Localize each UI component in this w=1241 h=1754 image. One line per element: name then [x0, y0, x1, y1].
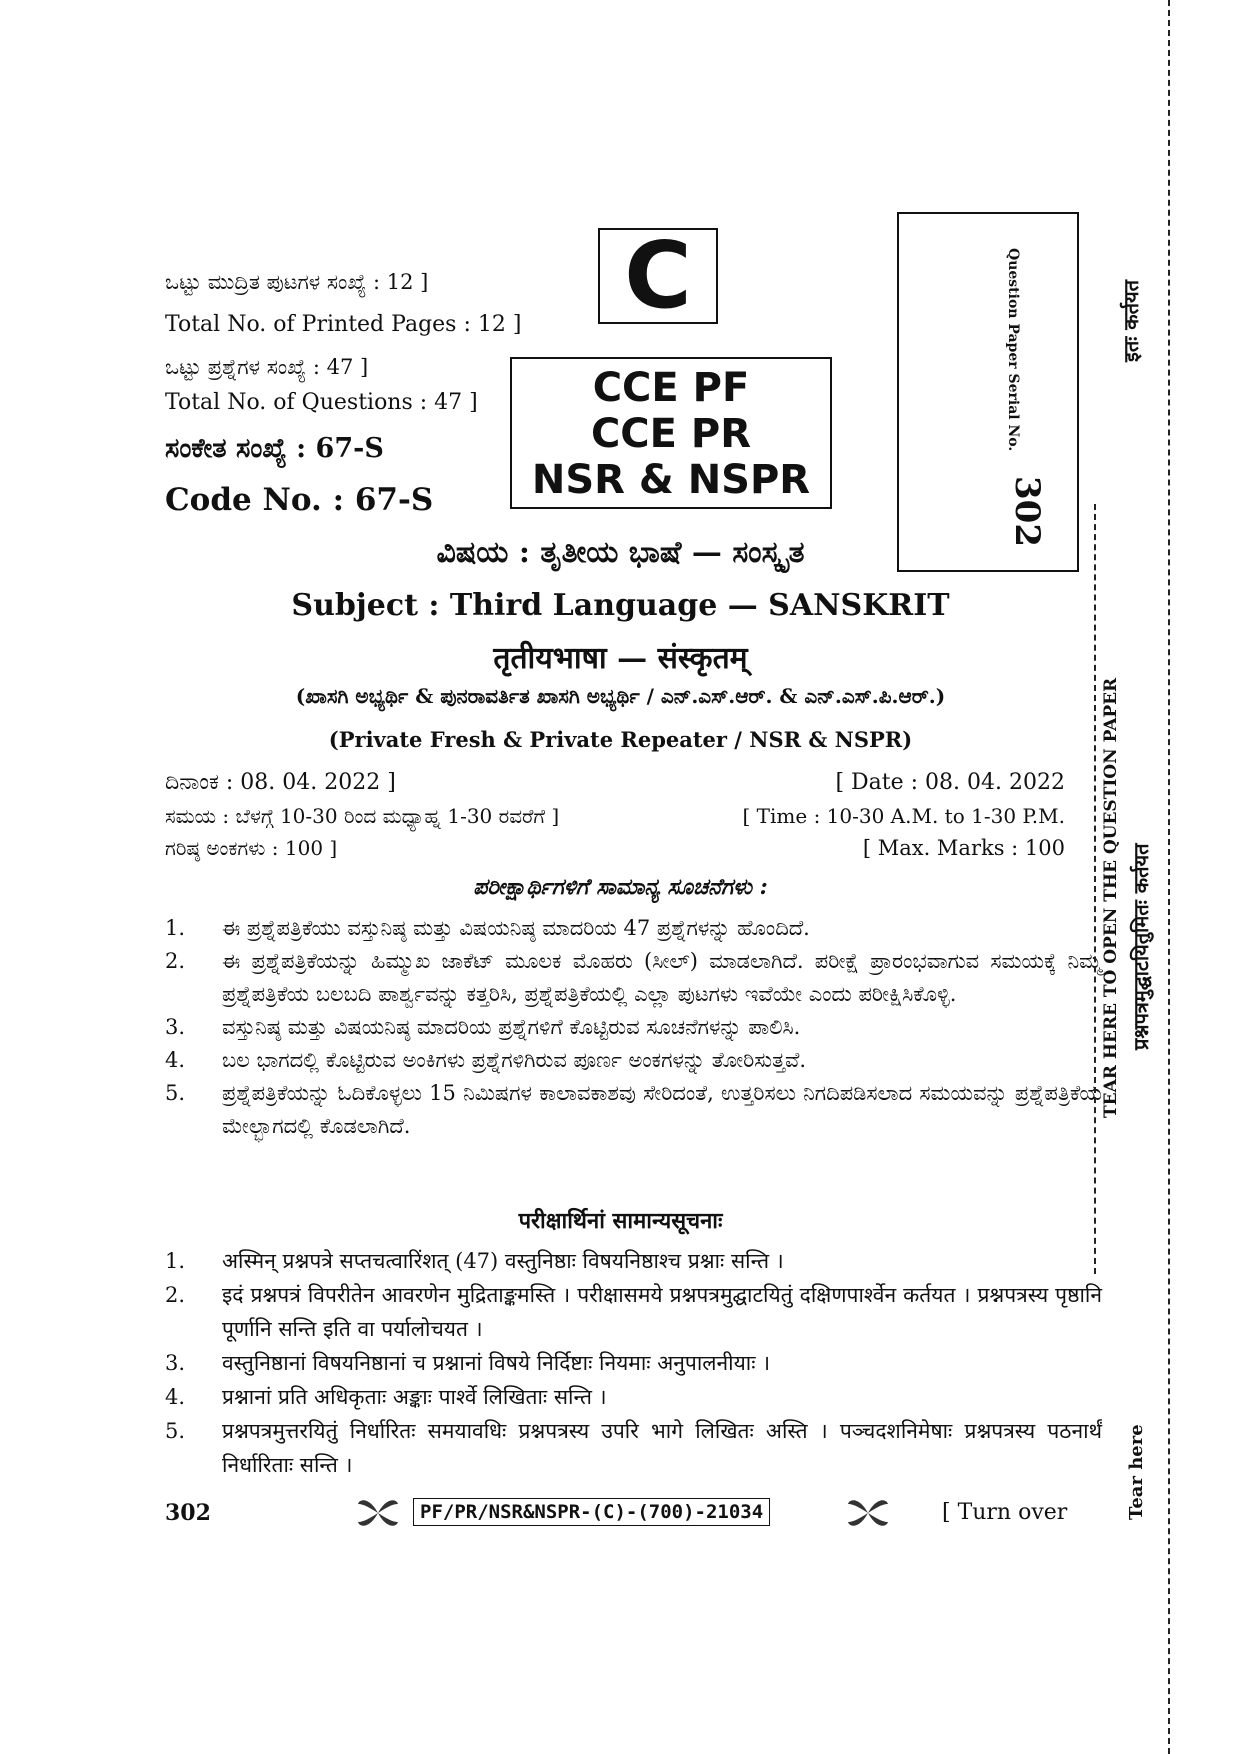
- tear-line-inner: [1094, 504, 1096, 1274]
- kannada-total-questions: ಒಟ್ಟು ಪ್ರಶ್ನೆಗಳ ಸಂಖ್ಯೆ : 47 ]: [165, 355, 369, 379]
- item-text: प्रश्नपत्रमुत्तरयितुं निर्धारितः समयावधिः प्रश्नपत्रस्य उपरि भागे लिखितः अस्ति । पञ्चदशनिमेषाः प्रश्नपत्रस्य पठनार्थं निर्धारिताः सन्ति ।: [222, 1419, 1102, 1477]
- list-item: [165, 1077, 1102, 1143]
- exam-time: [ Time : 10-30 A.M. to 1-30 P.M.: [742, 804, 1065, 828]
- max-marks: [ Max. Marks : 100: [862, 836, 1065, 860]
- item-number: 1.: [165, 1249, 186, 1273]
- item-text: ಬಲ ಭಾಗದಲ್ಲಿ ಕೊಟ್ಟಿರುವ ಅಂಕಿಗಳು ಪ್ರಶ್ನೆಗಳಿಗಿರುವ ಪೂರ್ಣ ಅಂಕಗಳನ್ನು ತೋರಿಸುತ್ತವೆ.: [222, 1048, 807, 1072]
- ornament-left-icon: [356, 1494, 400, 1532]
- code-number: Code No. : 67-S: [165, 482, 434, 518]
- version-letter-box: [598, 222, 718, 329]
- kannada-instructions-list: [165, 912, 1102, 1143]
- item-text: ಈ ಪ್ರಶ್ನೆಪತ್ರಿಕೆಯು ವಸ್ತುನಿಷ್ಠ ಮತ್ತು ವಿಷಯನಿಷ್ಠ ಮಾದರಿಯ 47 ಪ್ರಶ್ನೆಗಳನ್ನು ಹೊಂದಿದೆ.: [222, 916, 810, 940]
- item-text: ವಸ್ತುನಿಷ್ಠ ಮತ್ತು ವಿಷಯನಿಷ್ಠ ಮಾದರಿಯ ಪ್ರಶ್ನೆಗಳಿಗೆ ಕೊಟ್ಟಿರುವ ಸೂಚನೆಗಳನ್ನು ಪಾಲಿಸಿ.: [222, 1015, 801, 1039]
- item-text: ಈ ಪ್ರಶ್ನೆಪತ್ರಿಕೆಯನ್ನು ಹಿಮ್ಮುಖ ಜಾಕೆಟ್ ಮೂಲಕ ಮೊಹರು (ಸೀಲ್) ಮಾಡಲಾಗಿದೆ. ಪರೀಕ್ಷೆ ಪ್ರಾರಂಭವಾಗುವ ಸಮಯಕ್ಕೆ ನಿಮ್ಮ ಪ್ರಶ್ನೆಪತ್ರಿಕೆಯ ಬಲಬದಿ ಪಾರ್ಶ್ವವನ್ನು ಕತ್ತರಿಸಿ, ಪ್ರಶ್ನೆಪತ್ರಿಕೆಯಲ್ಲಿ ಎಲ್ಲಾ ಪುಟಗಳು ಇವೆಯೇ ಎಂದು ಪರೀಕ್ಷಿಸಿಕೊಳ್ಳಿ.: [222, 949, 1102, 1006]
- item-number: 4.: [165, 1048, 186, 1072]
- list-item: [165, 1044, 1102, 1077]
- item-number: 5.: [165, 1419, 186, 1443]
- tear-here-sanskrit: प्रश्नपत्रमुद्घाटयितुमितः कर्तयत: [1129, 843, 1153, 1050]
- kannada-instructions-heading: ಪರೀಕ್ಷಾರ್ಥಿಗಳಿಗೆ ಸಾಮಾನ್ಯ ಸೂಚನೆಗಳು :: [473, 874, 768, 900]
- kannada-max-marks: ಗರಿಷ್ಠ ಅಂಕಗಳು : 100 ]: [165, 836, 338, 860]
- list-item: [165, 1244, 1102, 1278]
- exam-date: [ Date : 08. 04. 2022: [835, 770, 1065, 795]
- list-item: [165, 1278, 1102, 1346]
- serial-number-box: [897, 212, 1079, 572]
- exam-type-box: [510, 357, 832, 509]
- kannada-code-number: ಸಂಕೇತ ಸಂಖ್ಯೆ : 67-S: [165, 433, 384, 464]
- item-text: ಪ್ರಶ್ನೆಪತ್ರಿಕೆಯನ್ನು ಓದಿಕೊಳ್ಳಲು 15 ನಿಮಿಷಗಳ ಕಾಲಾವಕಾಶವು ಸೇರಿದಂತೆ, ಉತ್ತರಿಸಲು ನಿಗದಿಪಡಿಸಲಾದ ಸಮಯವನ್ನು ಪ್ರಶ್ನೆಪತ್ರಿಕೆಯ ಮೇಲ್ಭಾಗದಲ್ಲಿ ಕೊಡಲಾಗಿದೆ.: [222, 1081, 1102, 1138]
- list-item: [165, 1346, 1102, 1380]
- subject-english: Subject : Third Language — SANSKRIT: [291, 588, 950, 623]
- kannada-date: ದಿನಾಂಕ : 08. 04. 2022 ]: [165, 770, 396, 795]
- kannada-time: ಸಮಯ : ಬೆಳಗ್ಗೆ 10-30 ರಿಂದ ಮಧ್ಯಾಹ್ನ 1-30 ರವರೆಗೆ ]: [165, 804, 560, 828]
- item-text: वस्तुनिष्ठानां विषयनिष्ठानां च प्रश्नानां विषये निर्दिष्टाः नियमाः अनुपालनीयाः ।: [222, 1351, 771, 1375]
- exam-type-line: CCE PF: [592, 365, 750, 411]
- serial-number-label: Question Paper Serial No.: [1005, 248, 1021, 452]
- exam-type-line: CCE PR: [590, 411, 752, 457]
- serial-number: 302: [1007, 476, 1047, 547]
- list-item: [165, 1011, 1102, 1044]
- item-number: 2.: [165, 1283, 186, 1307]
- version-letter: C: [624, 222, 692, 329]
- candidate-category-english: (Private Fresh & Private Repeater / NSR & NSPR): [328, 727, 913, 752]
- list-item: [165, 945, 1102, 1011]
- ornament-right-icon: [846, 1494, 890, 1532]
- sanskrit-instructions-heading: परीक्षार्थिनां सामान्यसूचनाः: [518, 1208, 723, 1234]
- list-item: [165, 1380, 1102, 1414]
- list-item: [165, 1414, 1102, 1482]
- tear-here-english-bottom: Tear here: [1126, 1424, 1147, 1520]
- item-number: 1.: [165, 916, 186, 940]
- turn-over: [ Turn over: [942, 1500, 1068, 1525]
- exam-type-line: NSR & NSPR: [531, 457, 811, 503]
- tear-here-english: TEAR HERE TO OPEN THE QUESTION PAPER: [1101, 677, 1121, 1118]
- tear-line-outer[interactable]: [1168, 0, 1170, 1754]
- page-code: 302: [165, 1500, 211, 1526]
- item-number: 4.: [165, 1385, 186, 1409]
- item-text: अस्मिन् प्रश्नपत्रे सप्तचत्वारिंशत् (47) वस्तुनिष्ठाः विषयनिष्ठाश्च प्रश्नाः सन्ति ।: [222, 1249, 784, 1273]
- item-text: इदं प्रश्नपत्रं विपरीतेन आवरणेन मुद्रिताङ्कमस्ति । परीक्षासमये प्रश्नपत्रमुद्घाटयितुं दक्षिणपार्श्वेन कर्तयत । प्रश्नपत्रस्य पृष्ठानि पूर्णानि सन्ति इति वा पर्यालोचयत ।: [222, 1283, 1102, 1341]
- kannada-total-pages: ಒಟ್ಟು ಮುದ್ರಿತ ಪುಟಗಳ ಸಂಖ್ಯೆ : 12 ]: [165, 270, 429, 294]
- item-number: 2.: [165, 949, 186, 973]
- paper-code: PF/PR/NSR&NSPR-(C)-(700)-21034: [413, 1498, 770, 1526]
- total-printed-pages: Total No. of Printed Pages : 12 ]: [165, 312, 522, 337]
- sanskrit-instructions-list: [165, 1244, 1102, 1482]
- subject-kannada: ವಿಷಯ : ತೃತೀಯ ಭಾಷೆ — ಸಂಸ್ಕೃತ: [436, 535, 805, 570]
- item-number: 5.: [165, 1081, 186, 1105]
- item-number: 3.: [165, 1015, 186, 1039]
- subject-sanskrit: तृतीयभाषा — संस्कृतम्: [493, 641, 748, 676]
- item-text: प्रश्नानां प्रति अधिकृताः अङ्काः पार्श्वे लिखिताः सन्ति ।: [222, 1385, 607, 1409]
- item-number: 3.: [165, 1351, 186, 1375]
- tear-here-sanskrit-top: इतः कर्तयत: [1119, 280, 1143, 362]
- candidate-category-kannada: (ಖಾಸಗಿ ಅಭ್ಯರ್ಥಿ & ಪುನರಾವರ್ತಿತ ಖಾಸಗಿ ಅಭ್ಯರ್ಥಿ / ಎನ್.ಎಸ್.ಆರ್. & ಎನ್.ಎಸ್.ಪಿ.ಆರ್.): [295, 684, 946, 708]
- total-questions: Total No. of Questions : 47 ]: [165, 390, 478, 415]
- list-item: [165, 912, 1102, 945]
